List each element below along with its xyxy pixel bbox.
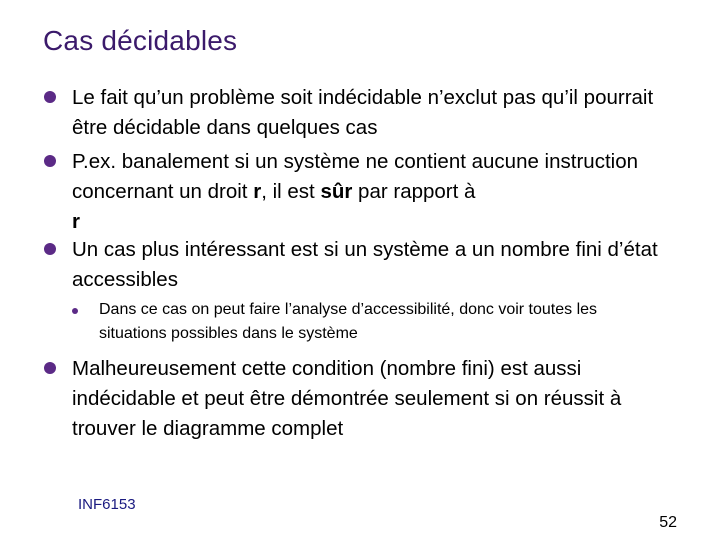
bullet-dot-icon <box>44 91 56 103</box>
bullet-dot-icon <box>44 243 56 255</box>
sub-bullet-dot-icon <box>72 308 78 314</box>
sub-bullet-item-1: Dans ce cas on peut faire l’analyse d’accessibilité, donc voir toutes les situations possibles dans le système <box>99 301 598 342</box>
bullet-bold-segment: sûr <box>320 180 353 203</box>
bullet-text-segment: par rapport à <box>352 180 476 203</box>
bullet-text-segment: , il est <box>261 180 321 203</box>
slide-title: Cas décidables <box>43 25 238 56</box>
footer-course-code: INF6153 <box>78 496 136 513</box>
bullet-text-segment: P.ex. banalement si un système ne contient aucune instruction concernant un droit <box>72 150 638 203</box>
bullet-item-3: Un cas plus intéressant est si un système a un nombre fini d’état accessibles <box>72 238 658 291</box>
bullet-item-1: Le fait qu’un problème soit indécidable n’exclut pas qu’il pourrait être décidable dans quelques cas <box>72 86 654 139</box>
bullet-dot-icon <box>44 362 56 374</box>
bullet-item-2 <box>72 147 672 237</box>
bullet-dot-icon <box>44 155 56 167</box>
bullet-bold-segment: r <box>253 180 262 203</box>
page-number: 52 <box>659 514 677 531</box>
bullet-bold-segment: r <box>72 210 80 233</box>
bullet-item-4: Malheureusement cette condition (nombre fini) est aussi indécidable et peut être démontrée seulement si on réussit à trouver le diagramme complet <box>72 357 622 440</box>
